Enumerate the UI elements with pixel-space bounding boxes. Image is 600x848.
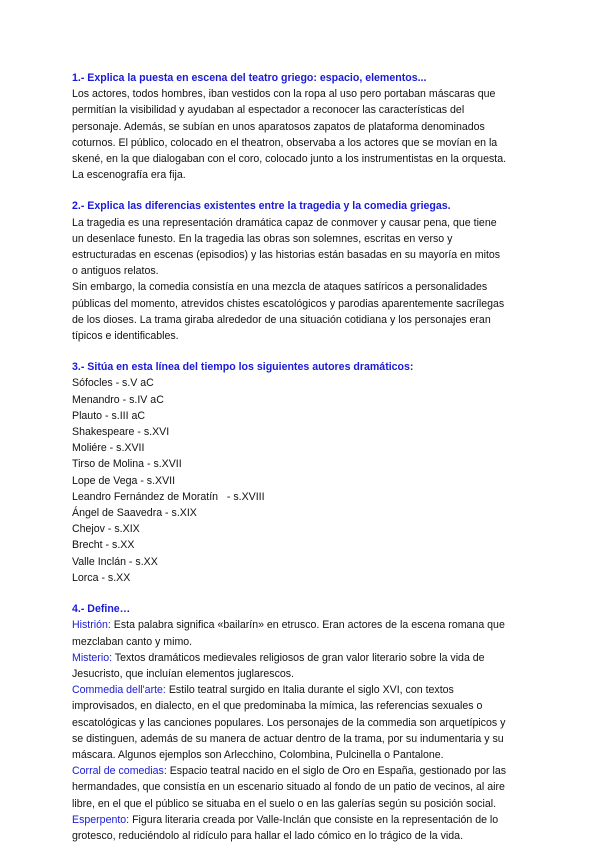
definition-misterio	[72, 650, 542, 682]
definition-text: Estilo teatral surgido en Italia durante el siglo XVI, con textos	[165, 684, 454, 697]
definition-text: Espacio teatral nacido en el siglo de Oro en España, gestionado por las	[166, 765, 507, 778]
definition-term: Esperpento:	[72, 813, 130, 826]
question-1-title: 1.- Explica la puesta en escena del teatro griego: espacio, elementos...	[72, 72, 427, 84]
definition-text: Textos dramáticos medievales religiosos de gran valor literario sobre la vida de	[112, 651, 485, 664]
definition-term: Corral de comedias:	[72, 765, 167, 778]
definition-histrion	[72, 617, 542, 649]
definition-line: máscara. Algunos ejemplos son Arlecchino, Colombina, Pulcinella o Pantalone.	[72, 748, 444, 761]
definition-esperpento	[72, 812, 542, 844]
answer-line: permitían la visibilidad y ayudaban al espectador a reconocer las características del	[72, 104, 465, 117]
question-2-title: 2.- Explica las diferencias existentes entre la tragedia y la comedia griegas.	[72, 200, 451, 213]
definition-corral-de-comedias	[72, 763, 542, 812]
author-item: Lorca - s.XX	[72, 571, 131, 584]
question-2	[72, 198, 542, 344]
author-item: Tirso de Molina - s.XVII	[72, 458, 182, 471]
answer-line: de los dioses. La trama giraba alrededor de una situación cotidiana y los personajes eran	[72, 313, 491, 326]
answer-line: personaje. Además, se subían en unos aparatosos zapatos de plataforma denominados	[72, 120, 485, 133]
author-item: Lope de Vega - s.XVII	[72, 474, 176, 487]
question-3	[72, 359, 542, 586]
definition-line: se distinguen, además de su manera de actuar dentro de la trama, por su indumentaria y su	[72, 732, 504, 745]
answer-line: Sin embargo, la comedia consistía en una mezcla de ataques satíricos a personalidades	[72, 281, 488, 294]
question-3-title: 3.- Sitúa en esta línea del tiempo los siguientes autores dramáticos:	[72, 361, 414, 374]
answer-line: coturnos. El público, colocado en el theatron, observaba a los actores que se movían en la	[72, 136, 498, 149]
author-item: Valle Inclán - s.XX	[72, 555, 158, 568]
definition-line: escatológicas y las canciones populares. Los personajes de la commedia son arquetípicos y	[72, 716, 506, 729]
author-item: Menandro - s.IV aC	[72, 393, 164, 406]
definition-commedia-dellarte	[72, 682, 542, 763]
question-4	[72, 601, 542, 844]
author-item: Leandro Fernández de Moratín - s.XVIII	[72, 490, 265, 503]
answer-line: La escenografía era fija.	[72, 169, 186, 182]
definition-line: mezclaban canto y mimo.	[72, 635, 193, 648]
definition-term: Commedia dell'arte:	[72, 684, 166, 697]
answer-line: típicos e identificables.	[72, 330, 179, 343]
answer-line: Los actores, todos hombres, iban vestidos con la ropa al uso pero portaban máscaras que	[72, 88, 496, 101]
definition-term: Misterio:	[72, 651, 113, 664]
answer-line: skené, en la que dialogaban con el coro, colocado junto a los instrumentistas en la orquesta.	[72, 153, 507, 166]
author-item: Moliére - s.XVII	[72, 442, 145, 455]
definition-line: grotesco, reduciéndolo al ridículo para hallar el lado cómico en lo trágico de la vida.	[72, 829, 464, 842]
author-item: Plauto - s.III aC	[72, 409, 146, 422]
answer-line: La tragedia es una representación dramática capaz de conmover y causar pena, que tiene	[72, 216, 497, 229]
definition-line: improvisados, en dialecto, en el que predominaba la mímica, las referencias sexuales o	[72, 700, 483, 713]
definition-text: Figura literaria creada por Valle-Inclán que consiste en la representación de lo	[129, 813, 499, 826]
author-item: Brecht - s.XX	[72, 539, 135, 552]
author-item: Sófocles - s.V aC	[72, 377, 154, 390]
definition-text: Esta palabra significa «bailarín» en etrusco. Eran actores de la escena romana que	[110, 619, 505, 632]
answer-line: estructuradas en escenas (episodios) y las historias están basadas en su mayoría en mitos	[72, 249, 501, 262]
document-content	[72, 70, 542, 844]
definition-line: libre, en el que el público se situaba en el suelo o en las galerías según su posición social.	[72, 797, 497, 810]
definition-term: Histrión:	[72, 619, 111, 632]
answer-line: públicas del momento, atrevidos chistes escatológicos y parodias aparentemente sacrílegas	[72, 297, 505, 310]
author-item: Chejov - s.XIX	[72, 523, 140, 536]
definition-line: Jesucristo, que incluían elementos juglarescos.	[72, 667, 294, 680]
author-item: Ángel de Saavedra - s.XIX	[72, 507, 197, 520]
answer-line: o antiguos relatos.	[72, 265, 159, 278]
definition-line: hermandades, que consistía en un escenario situado al fondo de un patio de vecinos, al aire	[72, 781, 505, 794]
answer-line: un desenlace funesto. En la tragedia las obras son solemnes, escritas en verso y	[72, 232, 453, 245]
question-4-title: 4.- Define…	[72, 603, 131, 616]
question-1	[72, 70, 542, 183]
author-item: Shakespeare - s.XVI	[72, 426, 170, 439]
